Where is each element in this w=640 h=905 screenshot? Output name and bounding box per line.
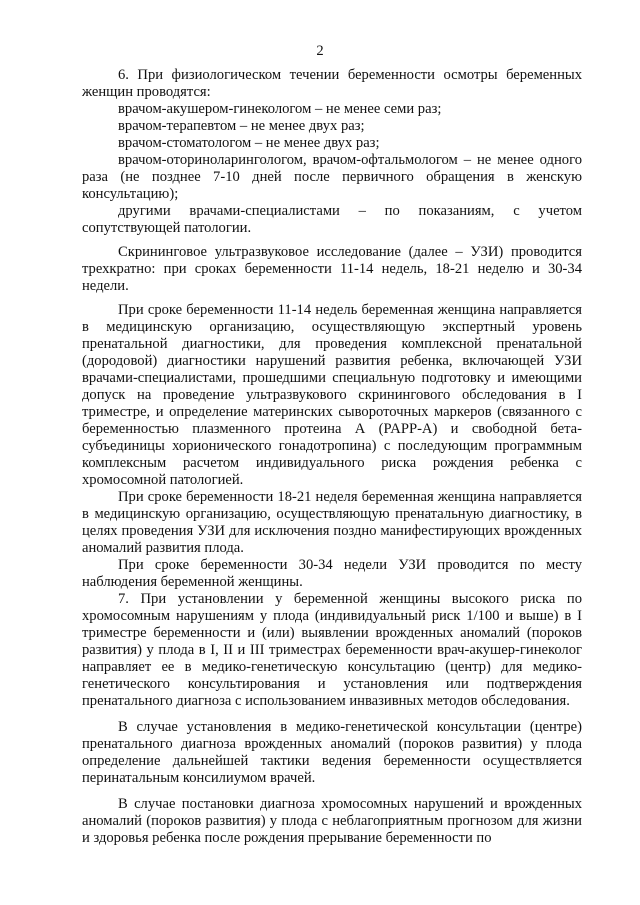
paragraph-second-trimester: При сроке беременности 18-21 неделя беременная женщина направляется в медицинскую организацию, осуществляющую пренатальную диагностику, в целях проведения УЗИ для исключения поздно манифестирующих врожденных аномалий развития плода.: [82, 489, 582, 556]
page-number: 2: [316, 43, 324, 59]
paragraph-item-6-intro: 6. При физиологическом течении беременности осмотры беременных женщин проводятся:: [82, 67, 582, 100]
list-item-therapist: врачом-терапевтом – не менее двух раз;: [118, 118, 365, 134]
document-body: [82, 67, 582, 847]
list-item-other-specialists: другими врачами-специалистами – по показаниям, с учетом сопутствующей патологии.: [82, 203, 582, 236]
paragraph-item-7-high-risk: 7. При установлении у беременной женщины высокого риска по хромосомным нарушениям у плода (индивидуальный риск 1/100 и выше) в I триместре беременности и (или) выявлении врожденных аномалий (пороков развития) у плода в I, II и III триместрах беременности врач-акушер-гинеколог направляет ее в медико-генетическую консультацию (центр) для медико-генетического консультирования и установления или подтверждения пренатального диагноза с использованием инвазивных методов обследования.: [82, 591, 582, 709]
list-item-ent-ophthalmologist: врачом-оториноларингологом, врачом-офтальмологом – не менее одного раза (не позднее 7-10 дней после первичного обращения в женскую консультацию);: [82, 152, 582, 202]
list-item-obstetrician: врачом-акушером-гинекологом – не менее семи раз;: [118, 101, 442, 117]
paragraph-ultrasound-screening: Скрининговое ультразвуковое исследование (далее – УЗИ) проводится трехкратно: при сроках беременности 11-14 недель, 18-21 неделю и 30-34 недели.: [82, 244, 582, 294]
paragraph-first-trimester: При сроке беременности 11-14 недель беременная женщина направляется в медицинскую организацию, осуществляющую экспертный уровень пренатальной диагностики, для проведения комплексной пренатальной (дородовой) диагностики нарушений развития ребенка, включающей УЗИ врачами-специалистами, прошедшими специальную подготовку и имеющими допуск на проведение ультразвукового скринингового обследования в I триместре, и определение материнских сывороточных маркеров (связанного с беременностью плазменного протеина А (PAPP-A) и свободной бета-субъединицы хорионического гонадотропина) с последующим программным комплексным расчетом индивидуального риска рождения ребенка с хромосомной патологией.: [82, 302, 582, 488]
list-item-dentist: врачом-стоматологом – не менее двух раз;: [118, 135, 380, 151]
paragraph-unfavorable-prognosis: В случае постановки диагноза хромосомных нарушений и врожденных аномалий (пороков развития) у плода с неблагоприятным прогнозом для жизни и здоровья ребенка после рождения прерывание беременности по: [82, 796, 582, 846]
paragraph-third-trimester: При сроке беременности 30-34 недели УЗИ проводится по месту наблюдения беременной женщины.: [82, 557, 582, 590]
paragraph-perinatal-council: В случае установления в медико-генетической консультации (центре) пренатального диагноза врожденных аномалий (пороков развития) у плода определение дальнейшей тактики ведения беременности осуществляется перинатальным консилиумом врачей.: [82, 719, 582, 786]
